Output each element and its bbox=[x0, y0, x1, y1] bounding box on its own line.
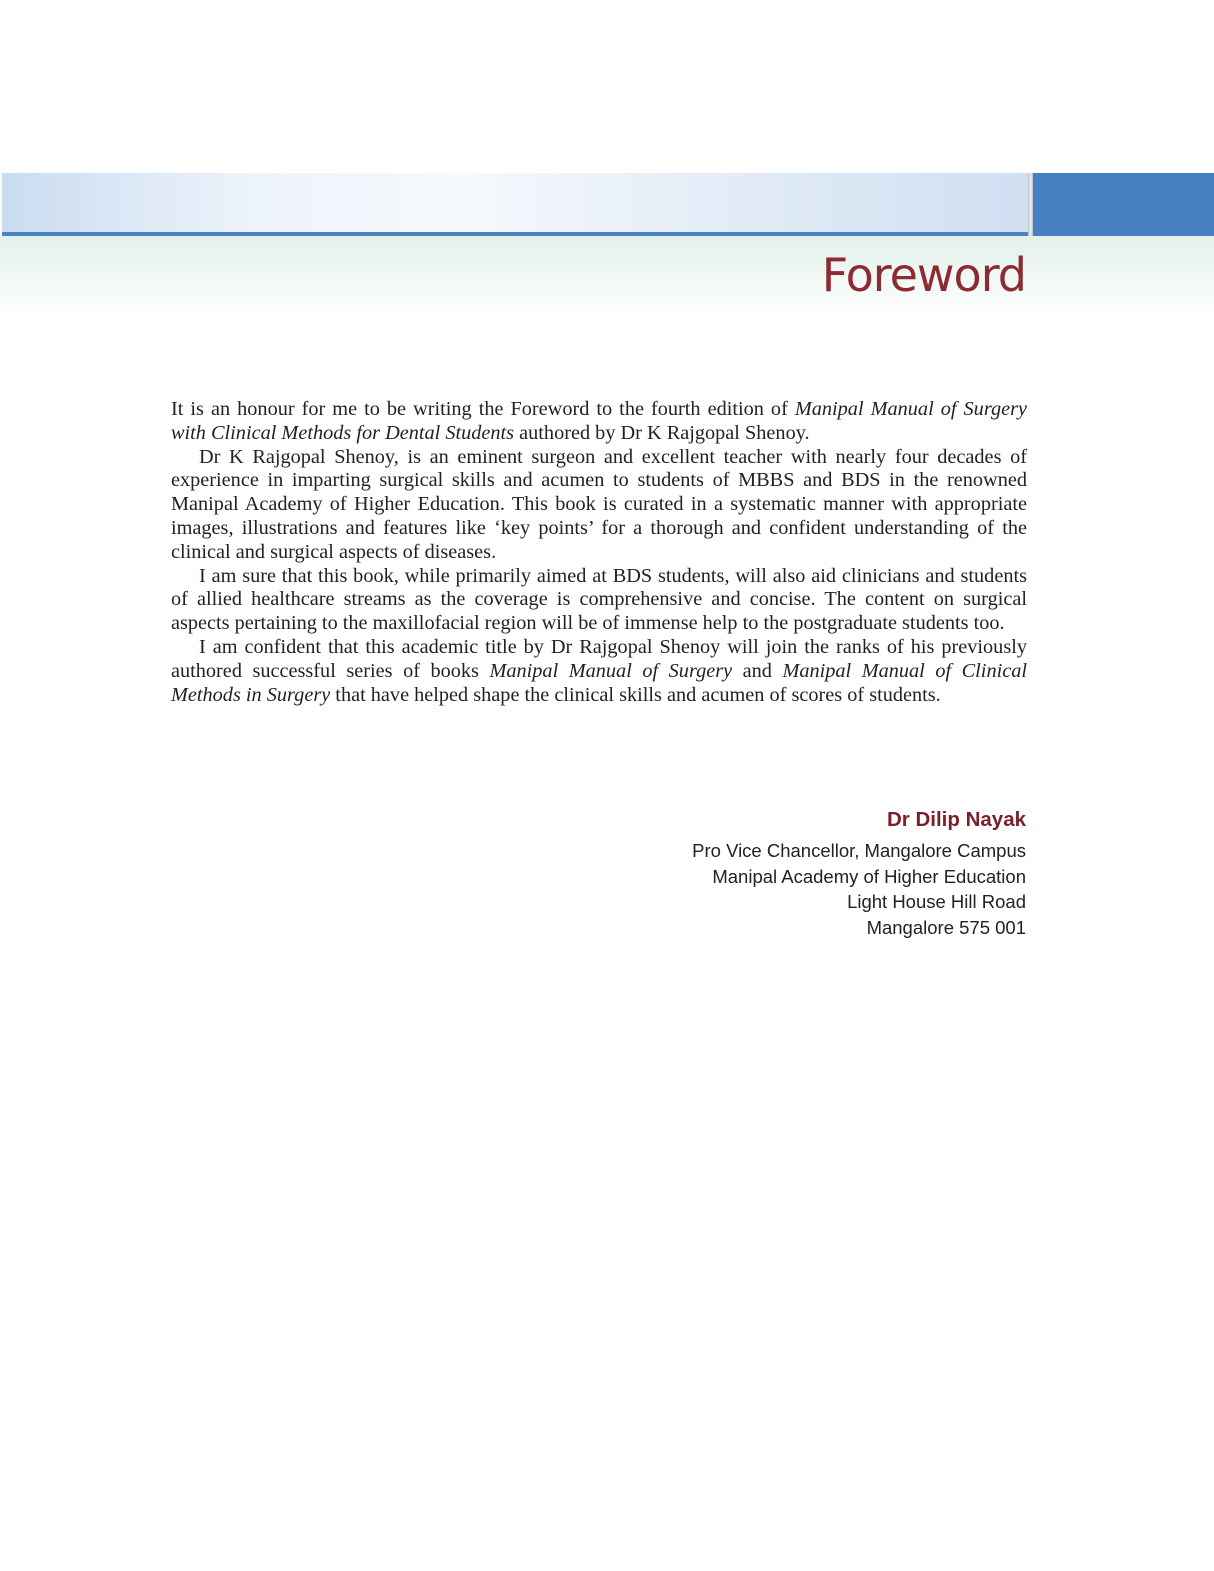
text-run: that have helped shape the clinical skills and acumen of scores of students. bbox=[330, 683, 941, 706]
paragraph bbox=[171, 446, 1027, 565]
signatory-title: Pro Vice Chancellor, Mangalore Campus bbox=[692, 840, 1026, 861]
page-title: Foreword bbox=[821, 248, 1026, 302]
text-run: and bbox=[732, 659, 783, 682]
signature-block bbox=[692, 806, 1026, 940]
paragraph bbox=[171, 565, 1027, 636]
signatory-name: Dr Dilip Nayak bbox=[887, 808, 1026, 831]
paragraph bbox=[171, 636, 1027, 707]
signatory-institution: Manipal Academy of Higher Education bbox=[712, 865, 1026, 887]
text-run: It is an honour for me to be writing the Foreword to the fourth edition of bbox=[171, 398, 795, 420]
text-run: authored by Dr K Rajgopal Shenoy. bbox=[514, 421, 810, 444]
signatory-address: Light House Hill Road bbox=[847, 891, 1026, 912]
header-band bbox=[2, 173, 1028, 233]
text-run: I am sure that this book, while primarily aimed at BDS students, will also aid clinicians and students of allied healthcare streams as the coverage is comprehensive and concise. The content on surgical aspects pertaining to the maxillofacial region will be of immense help to the postgraduate students too. bbox=[171, 564, 1027, 635]
header-fade bbox=[0, 236, 1214, 320]
text-run: I am confident that this academic title by Dr Rajgopal Shenoy will join the ranks of his previously authored successful series of books bbox=[171, 635, 1027, 682]
book-title: Manipal Manual of Surgery bbox=[489, 659, 733, 682]
foreword-body bbox=[171, 398, 1027, 707]
header-accent-block bbox=[1033, 173, 1214, 236]
book-title: Manipal Manual of Clinical Methods in Surgery bbox=[171, 659, 1027, 706]
signatory-city: Mangalore 575 001 bbox=[866, 916, 1026, 938]
paragraph bbox=[171, 398, 1027, 446]
book-title: Manipal Manual of Surgery with Clinical Methods for Dental Students bbox=[171, 398, 1027, 444]
text-run: Dr K Rajgopal Shenoy, is an eminent surgeon and excellent teacher with nearly four decades of experience in imparting surgical skills and acumen to students of MBBS and BDS in the renowned Manipal Academy of Higher Education. This book is curated in a systematic manner with appropriate images, illustrations and features like ‘key points’ for a thorough and confident understanding of the clinical and surgical aspects of diseases. bbox=[171, 445, 1027, 563]
